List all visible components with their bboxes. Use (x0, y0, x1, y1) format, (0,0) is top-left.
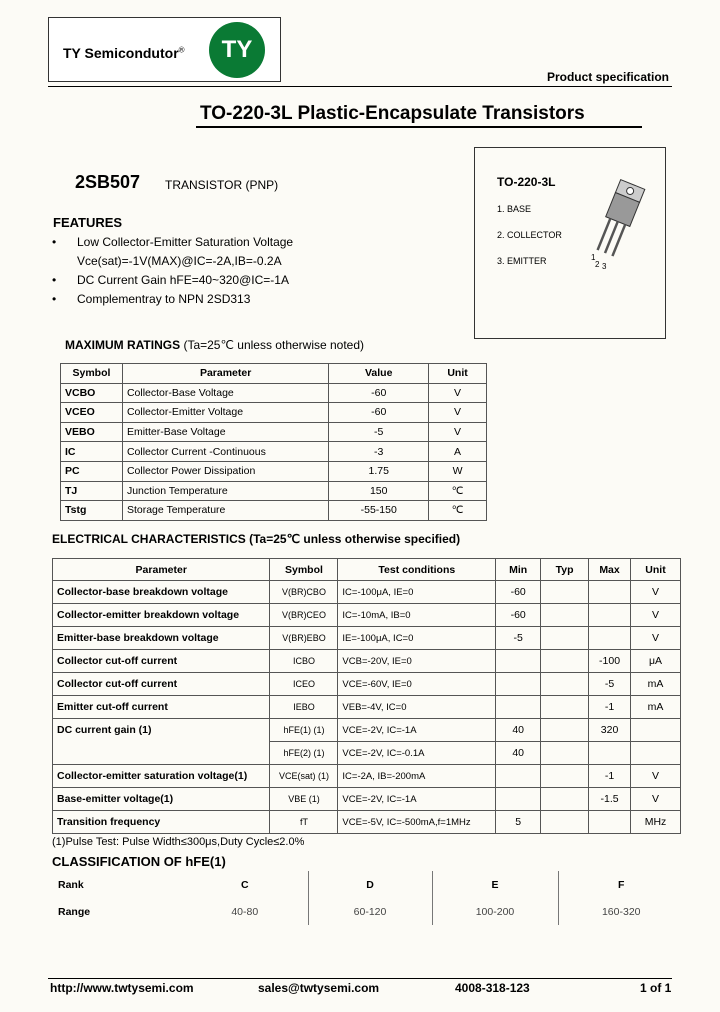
cell-symbol: V(BR)EBO (270, 627, 338, 650)
cell-parameter: Collector cut-off current (53, 673, 270, 696)
electrical-title: ELECTRICAL CHARACTERISTICS (52, 532, 246, 546)
cell-typ (541, 719, 589, 742)
electrical-table (52, 558, 681, 834)
cell-min (496, 673, 541, 696)
table-row (53, 696, 681, 719)
cell-symbol: V(BR)CEO (270, 604, 338, 627)
package-title: TO-220-3L (497, 175, 556, 189)
rank-cell: F (558, 871, 684, 898)
table-row (53, 650, 681, 673)
cell-symbol: VCBO (61, 383, 123, 403)
cell-cond: IC=-10mA, IB=0 (338, 604, 496, 627)
max-ratings-heading (65, 338, 364, 352)
max-ratings-table (60, 363, 487, 521)
cell-unit: V (631, 765, 681, 788)
cell-max (589, 742, 631, 765)
cell-unit: μA (631, 650, 681, 673)
max-ratings-condition: (Ta=25℃ unless otherwise noted) (183, 338, 365, 352)
cell-parameter: Collector Power Dissipation (122, 461, 328, 481)
range-cell: 100-200 (432, 898, 558, 925)
cell-value: -5 (329, 422, 429, 442)
cell-symbol: VEBO (61, 422, 123, 442)
column-header: Unit (631, 559, 681, 581)
cell-cond: VCE=-2V, IC=-1A (338, 719, 496, 742)
cell-parameter: Emitter-base breakdown voltage (53, 627, 270, 650)
footer-divider (48, 978, 672, 979)
rank-row (52, 871, 684, 898)
cell-parameter: Collector Current -Continuous (122, 442, 328, 462)
cell-cond: VCE=-2V, IC=-0.1A (338, 742, 496, 765)
cell-value: -55-150 (329, 501, 429, 521)
cell-min: 5 (496, 811, 541, 834)
table-row (53, 765, 681, 788)
table-row (61, 442, 487, 462)
cell-unit: MHz (631, 811, 681, 834)
cell-unit: ℃ (429, 501, 487, 521)
table-row (53, 673, 681, 696)
page-number: 1 of 1 (640, 981, 672, 995)
pin-1-label: 1. BASE (497, 204, 532, 214)
cell-min: -5 (496, 627, 541, 650)
cell-parameter: Emitter cut-off current (53, 696, 270, 719)
table-row (53, 742, 681, 765)
phone-number: 4008-318-123 (455, 981, 530, 995)
pin-3-label: 3. EMITTER (497, 256, 547, 266)
page-title: TO-220-3L Plastic-Encapsulate Transistors (200, 103, 585, 124)
electrical-condition: (Ta=25℃ unless otherwise specified) (249, 532, 461, 546)
rank-cell: C (240, 878, 249, 891)
cell-max (589, 811, 631, 834)
row-label: Range (58, 905, 91, 918)
cell-cond: VCE=-5V, IC=-500mA,f=1MHz (338, 811, 496, 834)
feature-item: Low Collector-Emitter Saturation Voltage (77, 235, 294, 249)
cell-unit: mA (631, 696, 681, 719)
cell-symbol: TJ (61, 481, 123, 501)
table-row (61, 501, 487, 521)
cell-max (589, 604, 631, 627)
cell-unit: W (429, 461, 487, 481)
cell-max: -5 (589, 673, 631, 696)
cell-symbol: ICEO (270, 673, 338, 696)
cell-min: -60 (496, 581, 541, 604)
cell-unit: V (631, 581, 681, 604)
cell-symbol: Tstg (61, 501, 123, 521)
rank-cell: D (308, 871, 432, 898)
cell-unit: mA (631, 673, 681, 696)
column-header: Value (329, 364, 429, 384)
pin-2-label: 2. COLLECTOR (497, 230, 562, 240)
classification-heading: CLASSIFICATION OF hFE(1) (52, 854, 226, 869)
cell-symbol: VCE(sat) (1) (270, 765, 338, 788)
row-label: Rank (58, 878, 84, 891)
cell-parameter: Collector cut-off current (53, 650, 270, 673)
cell-symbol: IC (61, 442, 123, 462)
bullet-icon: • (52, 235, 57, 249)
email-link[interactable]: sales@twtysemi.com (258, 981, 380, 995)
column-header: Typ (541, 559, 589, 581)
cell-unit: V (631, 788, 681, 811)
features-heading: FEATURES (53, 215, 123, 230)
table-row (53, 811, 681, 834)
cell-unit: V (429, 403, 487, 423)
cell-unit: A (429, 442, 487, 462)
column-header: Parameter (53, 559, 270, 581)
cell-parameter: Collector-Emitter Voltage (122, 403, 328, 423)
column-header: Parameter (122, 364, 328, 384)
cell-min: 40 (496, 742, 541, 765)
cell-parameter (53, 742, 270, 765)
feature-item: DC Current Gain hFE=40~320@IC=-1A (77, 273, 289, 287)
cell-typ (541, 627, 589, 650)
table-row (53, 604, 681, 627)
table-header-row (53, 559, 681, 581)
cell-max: -1 (589, 765, 631, 788)
column-header: Symbol (270, 559, 338, 581)
logo-letters: TY (221, 36, 253, 63)
table-row (53, 581, 681, 604)
cell-parameter: Collector-Base Voltage (122, 383, 328, 403)
part-number: 2SB507 (75, 172, 141, 192)
classification-table (52, 871, 684, 925)
cell-symbol: hFE(2) (1) (270, 742, 338, 765)
cell-value: -60 (329, 383, 429, 403)
cell-symbol: V(BR)CBO (270, 581, 338, 604)
cell-parameter: Junction Temperature (122, 481, 328, 501)
ty-logo-icon (209, 22, 265, 78)
max-ratings-title: MAXIMUM RATINGS (65, 338, 181, 352)
cell-typ (541, 650, 589, 673)
cell-unit: V (631, 627, 681, 650)
bullet-icon: • (52, 292, 57, 306)
cell-value: 1.75 (329, 461, 429, 481)
cell-parameter: DC current gain (1) (53, 719, 270, 742)
cell-unit: V (631, 604, 681, 627)
cell-max: -1 (589, 696, 631, 719)
range-row (52, 898, 684, 925)
range-cell: 40-80 (231, 905, 259, 918)
package-box (474, 147, 666, 339)
cell-symbol: ICBO (270, 650, 338, 673)
table-header-row (61, 364, 487, 384)
cell-cond: VCE=-2V, IC=-1A (338, 788, 496, 811)
table-row (53, 627, 681, 650)
column-header: Unit (429, 364, 487, 384)
cell-value: -60 (329, 403, 429, 423)
cell-symbol: PC (61, 461, 123, 481)
cell-unit: ℃ (429, 481, 487, 501)
cell-parameter: Transition frequency (53, 811, 270, 834)
to220-package-icon (585, 176, 655, 271)
part-description: TRANSISTOR (PNP) (165, 178, 279, 192)
table-row (53, 788, 681, 811)
company-name-text: TY Semicondutor (63, 45, 179, 61)
cell-min: -60 (496, 604, 541, 627)
cell-cond: VEB=-4V, IC=0 (338, 696, 496, 719)
cell-typ (541, 811, 589, 834)
cell-cond: IC=-100μA, IE=0 (338, 581, 496, 604)
table-row (61, 422, 487, 442)
column-header: Test conditions (338, 559, 496, 581)
column-header: Symbol (61, 364, 123, 384)
pin-number-3: 3 (602, 262, 607, 271)
cell-min: 40 (496, 719, 541, 742)
cell-max (589, 627, 631, 650)
cell-unit (631, 719, 681, 742)
cell-min (496, 788, 541, 811)
cell-typ (541, 696, 589, 719)
cell-max: -100 (589, 650, 631, 673)
table-row (61, 403, 487, 423)
company-logo-box (48, 17, 281, 82)
cell-parameter: Collector-emitter saturation voltage(1) (53, 765, 270, 788)
cell-parameter: Collector-emitter breakdown voltage (53, 604, 270, 627)
title-underline (196, 126, 642, 128)
website-link[interactable]: http://www.twtysemi.com (50, 981, 194, 995)
cell-min (496, 696, 541, 719)
product-spec-label: Product specification (546, 70, 669, 84)
pin-number-1: 1 (591, 253, 596, 262)
table-row (53, 719, 681, 742)
table-row (61, 383, 487, 403)
cell-typ (541, 581, 589, 604)
cell-symbol: VCEO (61, 403, 123, 423)
company-name (63, 45, 185, 61)
cell-typ (541, 788, 589, 811)
cell-unit: V (429, 383, 487, 403)
cell-value: 150 (329, 481, 429, 501)
cell-typ (541, 765, 589, 788)
cell-parameter: Collector-base breakdown voltage (53, 581, 270, 604)
cell-symbol: hFE(1) (1) (270, 719, 338, 742)
pin-number-2: 2 (595, 260, 600, 269)
cell-symbol: VBE (1) (270, 788, 338, 811)
cell-unit (631, 742, 681, 765)
registered-mark: ® (178, 45, 185, 55)
table-row (61, 481, 487, 501)
cell-max (589, 581, 631, 604)
feature-item: Complementray to NPN 2SD313 (77, 292, 251, 306)
range-cell: 160-320 (558, 898, 684, 925)
cell-min (496, 650, 541, 673)
cell-cond: VCE=-60V, IE=0 (338, 673, 496, 696)
cell-parameter: Base-emitter voltage(1) (53, 788, 270, 811)
cell-min (496, 765, 541, 788)
cell-symbol: IEBO (270, 696, 338, 719)
cell-max: -1.5 (589, 788, 631, 811)
cell-typ (541, 742, 589, 765)
bullet-icon: • (52, 273, 57, 287)
rank-cell: E (432, 871, 558, 898)
cell-typ (541, 604, 589, 627)
cell-cond: VCB=-20V, IE=0 (338, 650, 496, 673)
cell-unit: V (429, 422, 487, 442)
cell-cond: IE=-100μA, IC=0 (338, 627, 496, 650)
cell-symbol: fT (270, 811, 338, 834)
electrical-heading (52, 532, 460, 546)
cell-parameter: Emitter-Base Voltage (122, 422, 328, 442)
cell-parameter: Storage Temperature (122, 501, 328, 521)
footnote: (1)Pulse Test: Pulse Width≤300μs,Duty Cycle≤2.0% (52, 836, 305, 848)
cell-value: -3 (329, 442, 429, 462)
feature-item: Vce(sat)=-1V(MAX)@IC=-2A,IB=-0.2A (77, 254, 282, 268)
cell-cond: IC=-2A, IB=-200mA (338, 765, 496, 788)
range-cell: 60-120 (308, 898, 432, 925)
column-header: Max (589, 559, 631, 581)
header-divider (48, 86, 672, 87)
column-header: Min (496, 559, 541, 581)
cell-max: 320 (589, 719, 631, 742)
cell-typ (541, 673, 589, 696)
table-row (61, 461, 487, 481)
